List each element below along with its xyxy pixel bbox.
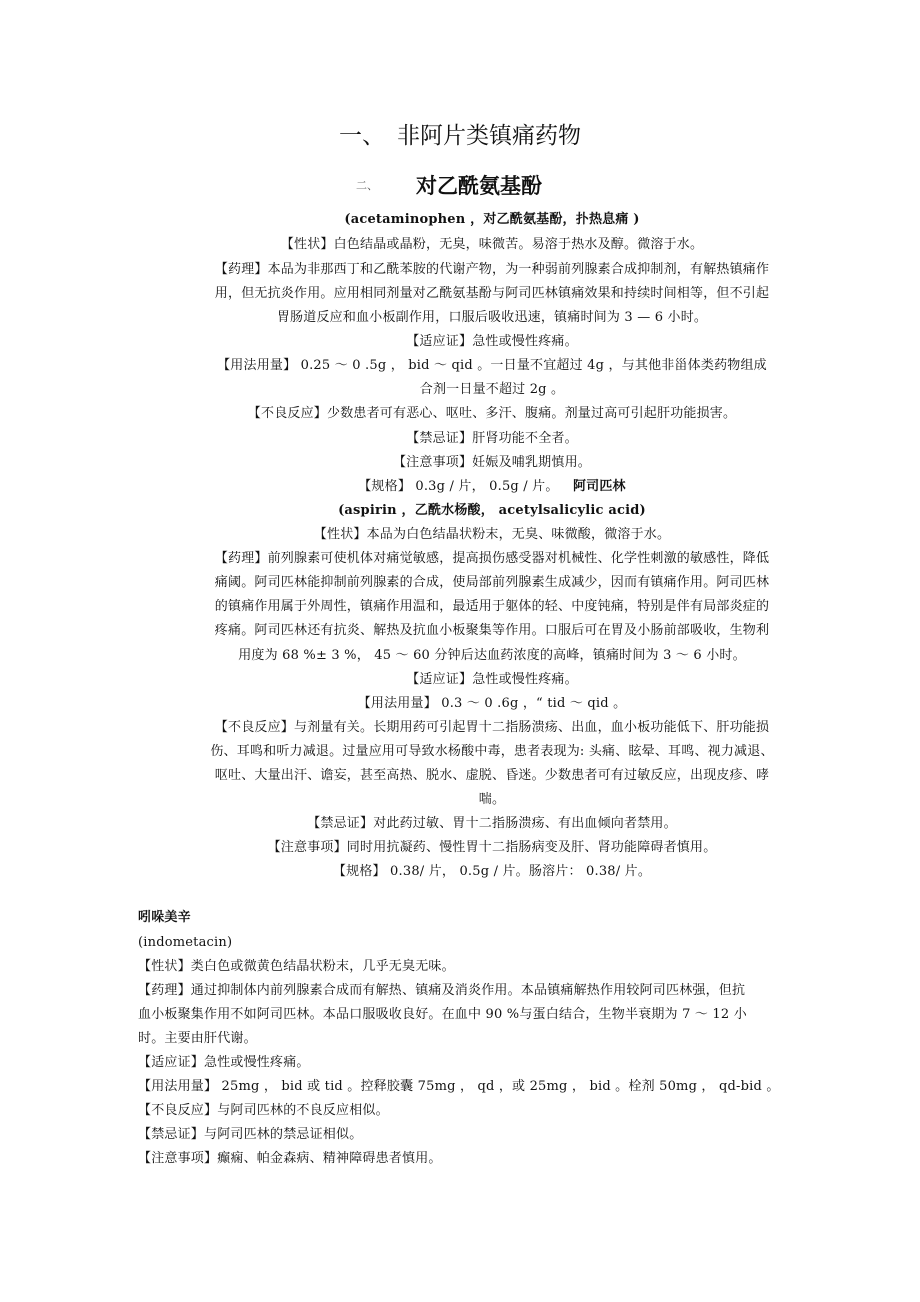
paragraph-line: 【用法用量】 0.25 ～ 0 .5g ， bid ～ qid 。一日量不宜超过 4g ，与其他非甾体类药物组成	[217, 358, 767, 373]
paragraph-line: 呕吐、大量出汗、谵妄，甚至高热、脱水、虚脱、昏迷。少数患者可有过敏反应，出现皮疹、哮	[214, 768, 770, 783]
paragraph-line: 【注意事项】同时用抗凝药、慢性胃十二指肠病变及肝、肾功能障碍者慎用。	[267, 840, 717, 855]
paragraph-line: 痛阈。阿司匹林能抑制前列腺素的合成，使局部前列腺素生成减少，因而有镇痛作用。阿司匹林	[214, 575, 770, 590]
section-title: 非阿片类镇痛药物	[397, 123, 581, 149]
paragraph-line: 【性状】类白色或微黄色结晶状粉末，几乎无臭无味。	[138, 959, 455, 974]
subsection-number: 二、	[356, 179, 378, 192]
drug-title-aspirin: 阿司匹林	[572, 479, 626, 494]
paragraph-line: 【药理】前列腺素可使机体对痛觉敏感，提高损伤感受器对机械性、化学性刺激的敏感性，降低	[214, 551, 770, 566]
paragraph-line: 【禁忌证】肝肾功能不全者。	[406, 431, 578, 446]
drug-heading-acetaminophen	[356, 170, 756, 200]
paragraph-line: 【适应证】急性或慢性疼痛。	[406, 672, 578, 687]
paragraph-line: 【注意事项】妊娠及哺乳期慎用。	[392, 455, 591, 470]
paragraph-line: 【药理】通过抑制体内前列腺素合成而有解热、镇痛及消炎作用。本品镇痛解热作用较阿司匹林强，但抗	[138, 983, 746, 998]
paragraph-line: 【不良反应】少数患者可有恶心、呕吐、多汗、腹痛。剂量过高可引起肝功能损害。	[247, 406, 737, 421]
paragraph-line: 【适应证】急性或慢性疼痛。	[406, 334, 578, 349]
section-number: 一、	[339, 123, 385, 149]
drug-title-indometacin: 吲哚美辛	[138, 910, 191, 925]
paragraph-line: 【不良反应】与剂量有关。长期用药可引起胃十二指肠溃疡、出血，血小板功能低下、肝功能损	[214, 720, 770, 735]
spec-line	[186, 478, 798, 495]
spec-text: 【规格】 0.3g / 片， 0.5g / 片。	[358, 479, 559, 494]
paragraph-line: 血小板聚集作用不如阿司匹林。本品口服吸收良好。在血中 90 %与蛋白结合，生物半衰期为 7 ～ 12 小	[138, 1007, 747, 1022]
paragraph-line: 时。主要由肝代谢。	[138, 1031, 257, 1046]
indometacin-names: (indometacin)	[138, 935, 233, 950]
paragraph-line: 胃肠道反应和血小板副作用，口服后吸收迅速，镇痛时间为 3 — 6 小时。	[276, 310, 708, 325]
paragraph-line: 合剂一日量不超过 2g 。	[419, 382, 565, 397]
paragraph-line: 【适应证】急性或慢性疼痛。	[138, 1055, 310, 1070]
paragraph-line: 【禁忌证】与阿司匹林的禁忌证相似。	[138, 1127, 363, 1142]
paragraph-line: 【用法用量】 25mg ， bid 或 tid 。控释胶囊 75mg ， qd ，或 25mg ， bid 。栓剂 50mg ， qd-bid 。	[138, 1079, 780, 1094]
paragraph-line: 【不良反应】与阿司匹林的不良反应相似。	[138, 1103, 389, 1118]
subsection-title: 对乙酰氨基酚	[416, 174, 542, 198]
paragraph-line: 疼痛。阿司匹林还有抗炎、解热及抗血小板聚集等作用。口服后可在胃及小肠前部吸收，生物利	[214, 623, 770, 638]
paragraph-line: 【性状】本品为白色结晶状粉末，无臭、味微酸，微溶于水。	[313, 527, 671, 542]
acetaminophen-names: (acetaminophen ，对乙酰氨基酚，扑热息痛 )	[344, 212, 640, 227]
paragraph-line: 伤、耳鸣和听力减退。过量应用可导致水杨酸中毒，患者表现为: 头痛、眩晕、耳鸣、视力减退、	[210, 744, 774, 759]
paragraph-line: 用，但无抗炎作用。应用相同剂量对乙酰氨基酚与阿司匹林镇痛效果和持续时间相等，但不引起	[214, 286, 770, 301]
paragraph-line: 【用法用量】 0.3 ～ 0 .6g ，“ tid ～ qid 。	[357, 696, 627, 711]
paragraph-line: 【注意事项】癫痫、帕金森病、精神障碍患者慎用。	[138, 1151, 442, 1166]
paragraph-line: 用度为 68 %± 3 %， 45 ～ 60 分钟后达血药浓度的高峰，镇痛时间为 3 ～ 6 小时。	[238, 648, 746, 663]
paragraph-line: 【性状】白色结晶或晶粉，无臭，味微苦。易溶于热水及醇。微溶于水。	[280, 237, 704, 252]
paragraph-line: 喘。	[478, 792, 506, 807]
paragraph-line: 【药理】本品为非那西丁和乙酰苯胺的代谢产物，为一种弱前列腺素合成抑制剂，有解热镇痛作	[214, 262, 770, 277]
aspirin-names: (aspirin ，乙酰水杨酸， acetylsalicylic acid)	[338, 503, 646, 518]
paragraph-line: 的镇痛作用属于外周性，镇痛作用温和，最适用于躯体的轻、中度钝痛，特别是伴有局部炎症的	[214, 599, 770, 614]
paragraph-line: 【禁忌证】对此药过敏、胃十二指肠溃疡、有出血倾向者禁用。	[307, 816, 677, 831]
paragraph-line: 【规格】 0.38/ 片， 0.5g / 片。肠溶片： 0.38/ 片。	[332, 864, 652, 879]
section-heading	[0, 122, 920, 150]
